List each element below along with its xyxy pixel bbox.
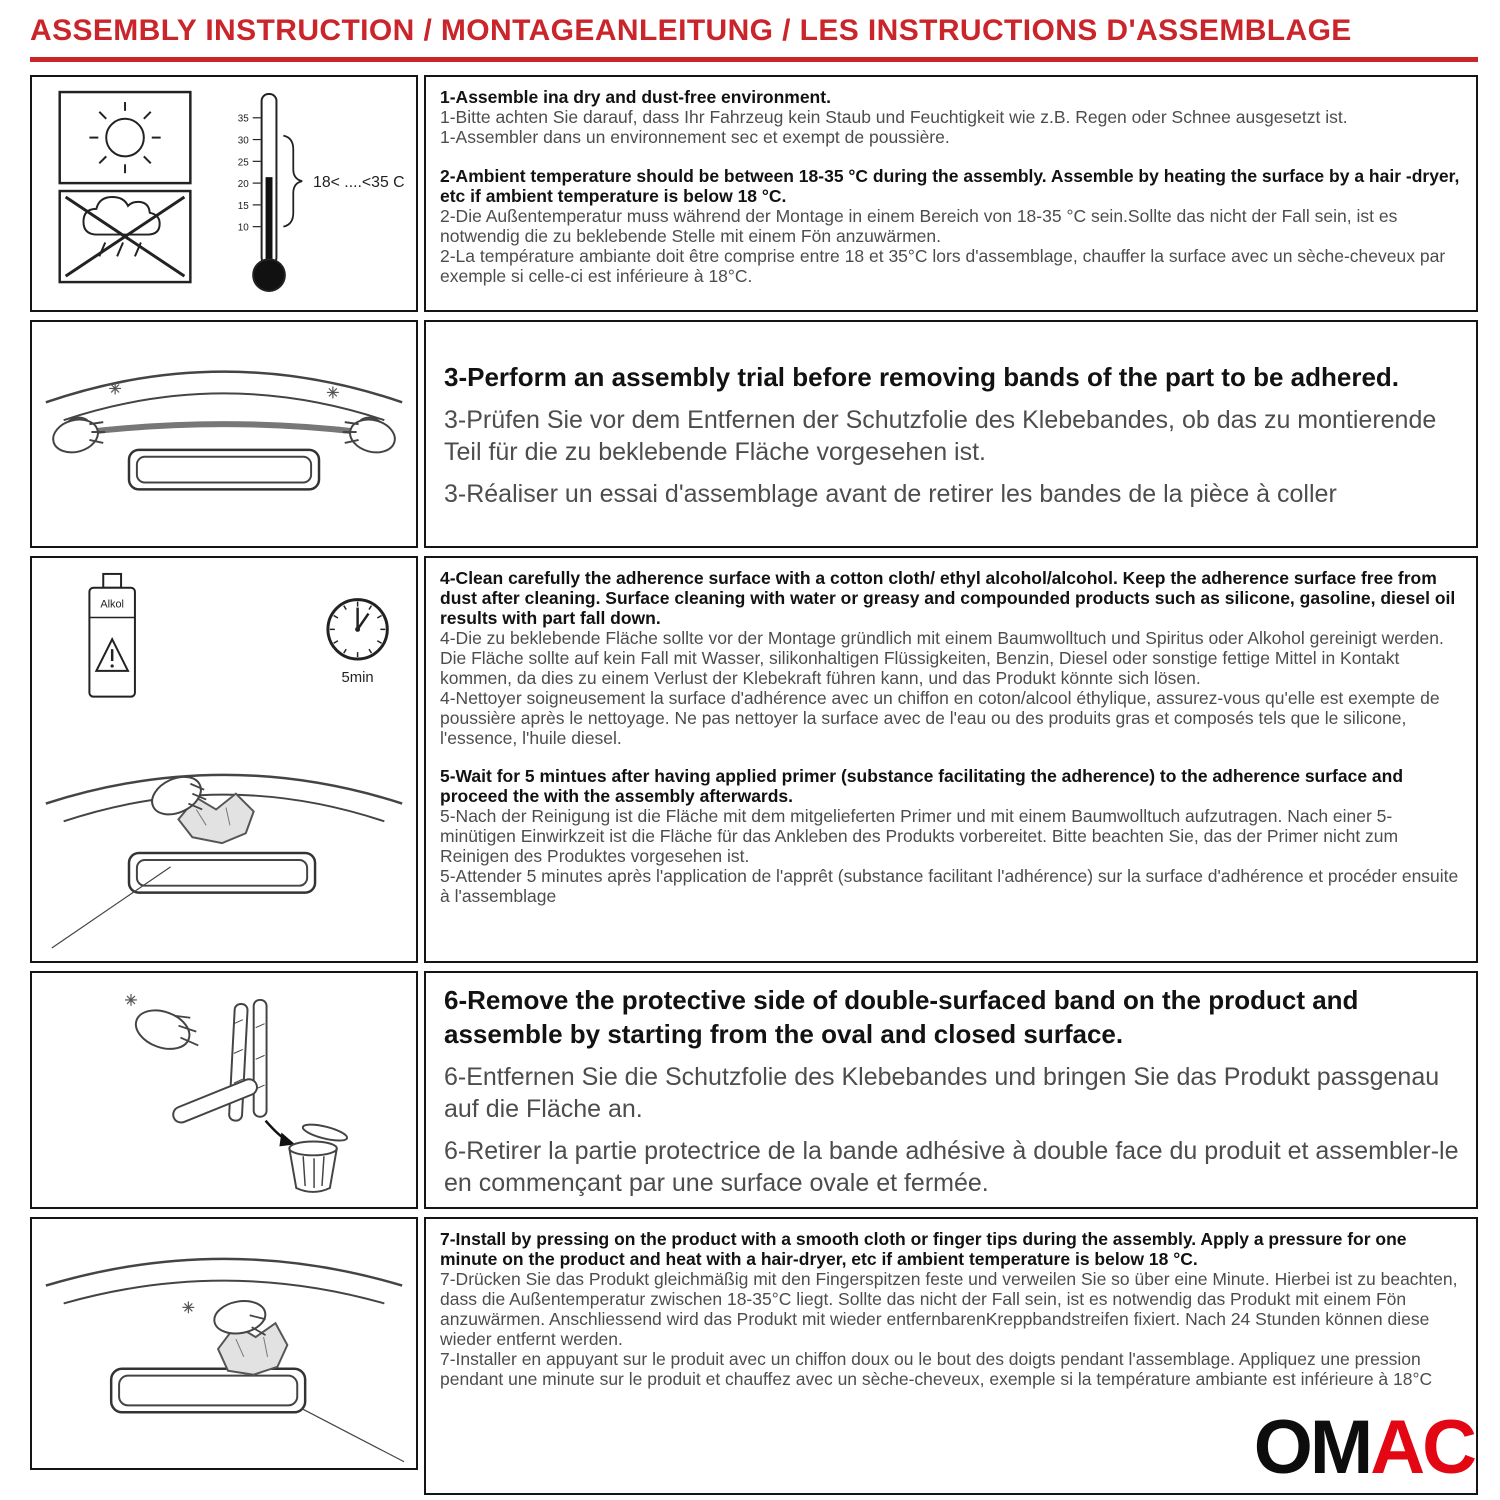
row-step-1-2: [30, 75, 1478, 312]
thermometer-icon: [238, 94, 405, 291]
thermometer-scale-10: 10: [237, 222, 249, 234]
instruction-text-step-3: [424, 320, 1478, 548]
thermometer-scale-25: 25: [237, 157, 249, 169]
right-hand-icon: [343, 415, 399, 457]
assembly-trial-illustration-box: [30, 320, 418, 548]
clock-duration-label: 5min: [341, 669, 374, 686]
instruction-text-steps-4-5: [424, 556, 1478, 963]
thermometer-scale-15: 15: [237, 200, 249, 212]
car-bumper-sketch: [46, 372, 402, 490]
step5-de: 5-Nach der Reinigung ist die Fläche mit dem mitgelieferten Primer und mit einem Baumwolltuch aufzutragen. Nach einer 5-minütigen Einwirkzeit ist die Fläche für das Ankleben des Produkts vorbereitet. Bitte beachten Sie, das der Primer nicht zum Reinigen des Produktes vorgesehen ist.: [440, 806, 1399, 867]
instruction-text-step-6: [424, 971, 1478, 1209]
thermometer-scale-30: 30: [237, 135, 249, 147]
step2-de: 2-Die Außentemperatur muss während der Montage in einem Bereich von 18-35 °C sein.Sollte das nicht der Fall sein, ist es notwendig die zu beklebende Stelle mit einem Fön anzuwärmen.: [440, 205, 1398, 246]
protective-film-strips-icon: [229, 1000, 267, 1121]
trash-can-icon: [289, 1121, 348, 1192]
arrow-icon: [266, 1121, 296, 1147]
environment-illustration-box: [30, 75, 418, 312]
step3-de: 3-Prüfen Sie vor dem Entfernen der Schutzfolie des Klebebandes, ob das zu montierende Teil für die zu beklebende Fläche vorgesehen ist.: [444, 406, 1437, 467]
press-product-illustration: [32, 1219, 416, 1468]
step4-en: 4-Clean carefully the adherence surface with a cotton cloth/ ethyl alcohol/alcohol. Keep the adherence surface free from dust after cleaning. Surface cleaning with water or greasy and compounded products such as silicone, gasoline, diesel oil results with part fall down.: [440, 568, 1456, 628]
step2-fr: 2-La température ambiante doit être comprise entre 18 et 35°C lors d'assemblage, chauffer la surface avec un sèche-cheveux par exemple si celle-ci est inférieure à 18°C.: [440, 245, 1446, 286]
sparkle-icon: [182, 1301, 194, 1313]
step1-de: 1-Bitte achten Sie darauf, dass Ihr Fahrzeug kein Staub und Feuchtigkeit wie z.B. Regen oder Schnee ausgesetzt ist.: [440, 106, 1348, 127]
spacer: [440, 148, 1460, 167]
peeling-hand-icon: [131, 1003, 199, 1055]
step5-fr: 5-Attender 5 minutes après l'application de l'apprêt (substance facilitant l'adhérence) sur la surface d'adhérence et procéder ensuite à l'assemblage: [440, 866, 1459, 907]
step7-en: 7-Install by pressing on the product with a smooth cloth or finger tips during the assembly. Apply a pressure for one minute on the product and heat with a hair-dryer, etc if ambient temperature is below 18 °C.: [440, 1229, 1407, 1269]
no-rain-icon: [60, 191, 191, 282]
step1-en: 1-Assemble ina dry and dust-free environment.: [440, 87, 831, 107]
trim-part-icon: [171, 1077, 260, 1125]
alcohol-label: Alkol: [100, 598, 124, 611]
omac-logo-red-part: AC: [1370, 1405, 1474, 1490]
spacer: [440, 748, 1460, 767]
title-underline: [30, 57, 1478, 62]
step4-de: 4-Die zu beklebende Fläche sollte vor der Montage gründlich mit einem Baumwolltuch und Spiritus oder Alkohol gereinigt werden. Die Fläche sollte auf kein Fall mit Wasser, silikonhaltigen Flüssigkeiten, Benzin, Diesel oder sonstige fettige Mittel in Kontakt kommen, da dies zu einem Verlust der Klebekraft führen kann, und das Produkt könnte sich lösen.: [440, 627, 1444, 688]
row-step-4-5: [30, 556, 1478, 963]
row-step-3: [30, 320, 1478, 548]
step2-en: 2-Ambient temperature should be between 18-35 °C during the assembly. Assemble by heating the surface by a hair -dryer, etc if ambient temperature is below 18 °C.: [440, 165, 1460, 206]
assembly-trial-illustration: [32, 322, 416, 546]
omac-logo: [1253, 1405, 1474, 1490]
clock-icon: [328, 600, 387, 686]
step5-en: 5-Wait for 5 mintues after having applied primer (substance facilitating the adherence) to the adherence surface and proceed the with the assembly afterwards.: [440, 766, 1404, 807]
remove-band-illustration: [32, 973, 416, 1207]
temperature-range-label: 18< ....<35 C: [313, 174, 405, 192]
header: [30, 14, 1478, 62]
step6-de: 6-Entfernen Sie die Schutzfolie des Klebebandes und bringen Sie das Produkt passgenau auf die Fläche an.: [444, 1062, 1440, 1123]
row-step-6: [30, 971, 1478, 1209]
thermometer-scale-35: 35: [237, 113, 249, 125]
step3-fr: 3-Réaliser un essai d'assemblage avant de retirer les bandes de la pièce à coller: [444, 480, 1337, 509]
sparkle-icon: [125, 994, 137, 1006]
wiping-hand-sketch: [46, 770, 402, 949]
page-title: ASSEMBLY INSTRUCTION / MONTAGEANLEITUNG / LES INSTRUCTIONS D'ASSEMBLAGE: [30, 14, 1352, 47]
step1-fr: 1-Assembler dans un environnement sec et exempt de poussière.: [440, 126, 950, 147]
alcohol-bottle-icon: [89, 574, 135, 697]
pressing-hand-sketch: [46, 1259, 404, 1462]
left-hand-icon: [49, 415, 105, 457]
step6-fr: 6-Retirer la partie protectrice de la bande adhésive à double face du produit et assembler-le en commençant par une surface ovale et fermée.: [444, 1136, 1459, 1197]
sparkle-icon: [109, 383, 339, 399]
step4-fr: 4-Nettoyer soigneusement la surface d'adhérence avec un chiffon en coton/alcool éthylique, assurez-vous qu'elle est exempte de poussière après le nettoyage. Ne pas nettoyer la surface avec de l'eau ou des produits gras et composés tels que le silicone, l'essence, l'huile diesel.: [440, 687, 1440, 748]
instruction-text-steps-1-2: [424, 75, 1478, 312]
step3-en: 3-Perform an assembly trial before removing bands of the part to be adhered.: [444, 361, 1400, 392]
sun-icon: [60, 92, 191, 183]
clean-surface-illustration: [32, 558, 416, 961]
environment-temperature-illustration: [32, 77, 416, 310]
thermometer-scale-20: 20: [237, 179, 249, 191]
clean-surface-illustration-box: [30, 556, 418, 963]
press-product-illustration-box: [30, 1217, 418, 1470]
step6-en: 6-Remove the protective side of double-surfaced band on the product and assemble by starting from the oval and closed surface.: [444, 985, 1359, 1049]
omac-logo-black-part: OM: [1253, 1405, 1371, 1490]
step7-fr: 7-Installer en appuyant sur le produit avec un chiffon doux ou le bout des doigts pendant l'assemblage. Appliquez une pression pendant une minute sur le produit et chauffez avec un sèche-cheveux, exemple si la température ambiante est inférieure à 18°C: [440, 1348, 1433, 1389]
step7-de: 7-Drücken Sie das Produkt gleichmäßig mit den Fingerspitzen feste und verweilen Sie so über eine Minute. Hierbei ist zu beachten, dass die Außentemperatur zwischen 18-35°C liegt. Sollte das nicht der Fall sein, ist es notwendig das Produkt mit einem Fön anzuwärmen. Anschliessend wird das Produkt mit wieder entfernbarenKreppbandstreifen fixiert. Nach 24 Stunden können diese wieder entfernt werden.: [440, 1268, 1458, 1349]
remove-band-illustration-box: [30, 971, 418, 1209]
